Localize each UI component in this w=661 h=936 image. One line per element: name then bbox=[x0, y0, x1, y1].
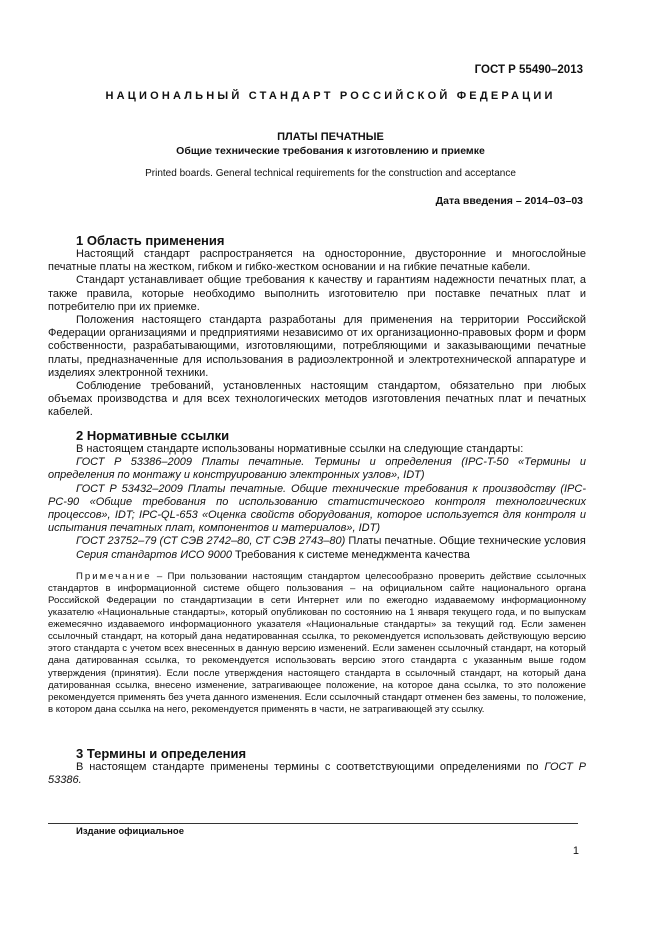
paragraph: Настоящий стандарт распространяется на односторонние, двусторонние и многослойные печатные платы на жестком, гибком и гибко-жестком основании и на гибкие печатные кабели. bbox=[48, 248, 586, 274]
english-title: Printed boards. General technical requirements for the construction and acceptance bbox=[145, 168, 516, 179]
reference-item bbox=[48, 549, 586, 562]
page-number: 1 bbox=[572, 845, 579, 857]
paragraph-text: В настоящем стандарте применены термины с соответствующими определениями по bbox=[76, 761, 545, 773]
footer-divider bbox=[48, 823, 578, 824]
paragraph: В настоящем стандарте использованы нормативные ссылки на следующие стандарты: bbox=[76, 443, 524, 455]
document-title: ПЛАТЫ ПЕЧАТНЫЕ bbox=[277, 131, 384, 143]
paragraph: Соблюдение требований, установленных настоящим стандартом, обязательно при любых объемах производства и для всех технологических методов изготовления печатных плат и печатных кабелей. bbox=[48, 380, 586, 419]
reference-code: ГОСТ 23752–79 (СТ СЭВ 2742–80, СТ СЭВ 2743–80) bbox=[76, 535, 346, 548]
section-heading: 3 Термины и определения bbox=[76, 746, 247, 761]
official-edition-label: Издание официальное bbox=[76, 826, 184, 837]
document-subtitle: Общие технические требования к изготовлению и приемке bbox=[176, 145, 485, 157]
introduction-date: Дата введения – 2014–03–03 bbox=[435, 195, 583, 207]
reference-code: Серия стандартов ИСО 9000 bbox=[76, 548, 232, 561]
reference-item bbox=[48, 535, 586, 548]
national-standard-heading: НАЦИОНАЛЬНЫЙ СТАНДАРТ РОССИЙСКОЙ ФЕДЕРАЦИИ bbox=[105, 90, 556, 102]
reference-title: Требования к системе менеджмента качества bbox=[231, 548, 470, 561]
reference-link: ГОСТ Р 53386. bbox=[48, 761, 586, 787]
note-label: Примечание bbox=[76, 570, 152, 582]
section-heading: 1 Область применения bbox=[76, 233, 225, 248]
standard-code: ГОСТ Р 55490–2013 bbox=[474, 64, 583, 76]
paragraph bbox=[48, 761, 586, 787]
note bbox=[48, 571, 586, 716]
section-references bbox=[48, 428, 586, 716]
paragraph: Стандарт устанавливает общие требования к качеству и гарантиям надежности печатных плат, а также правила, которые необходимо выполнить изготовителю при поставке печатных плат и потребителю при их приемке. bbox=[48, 274, 586, 313]
section-scope bbox=[48, 233, 586, 420]
section-terms bbox=[48, 746, 586, 787]
section-heading: 2 Нормативные ссылки bbox=[76, 428, 230, 443]
note-text: – При пользовании настоящим стандартом целесообразно проверить действие ссылочных стандартов в информационной системе общего пользования – на официальном сайте национального органа Российской Федерации по стандартизации в сети Интернет или по ежегодно издаваемому информационному указателю «Национальные стандарты», который опубликован по состоянию на 1 января текущего года, и по выпускам ежемесячно издаваемого информационного указателя «Национальные стандарты» за текущий год. Если заменен ссылочный стандарт, на который дана недатированная ссылка, то рекомендуется использовать действующую версию этого стандарта с учетом всех внесенных в данную версию изменений. Если заменен ссылочный стандарт, на который дана датированная ссылка, то рекомендуется использовать версию этого стандарта с указанным выше годом утверждения (принятия). Если после утверждения настоящего стандарта в ссылочный стандарт, на который дана датированная ссылка, внесено изменение, затрагивающее положение, на которое дана ссылка, то это положение рекомендуется применять без учета данного изменения. Если ссылочный стандарт отменен без замены, то положение, в котором дана ссылка на него, рекомендуется применять в части, не затрагивающей эту ссылку. bbox=[48, 570, 586, 715]
paragraph: Положения настоящего стандарта разработаны для применения на территории Российской Федерации организациями и предприятиями независимо от их организационно-правовых форм и форм собственности, разрабатывающими, изготовляющими, потребляющими и заказывающими печатные платы, предназначенные для использования в радиоэлектронной и электротехнической аппаратуре и изделиях электронной техники. bbox=[48, 314, 586, 379]
reference-title: Платы печатные. Общие технические условия bbox=[345, 535, 586, 548]
reference-item: ГОСТ Р 53386–2009 Платы печатные. Термины и определения (IPC-T-50 «Термины и определения по монтажу и конструированию электронных узлов», IDT) bbox=[48, 456, 586, 482]
reference-item: ГОСТ Р 53432–2009 Платы печатные. Общие технические требования к производству (IPC-PC-90 «Общие требования по использованию статистического контроля технологических процессов», IDT; IPC-QL-653 «Оценка свойств оборудования, которое используется для контроля и испытания печатных плат, компонентов и материалов», IDT) bbox=[48, 482, 586, 535]
